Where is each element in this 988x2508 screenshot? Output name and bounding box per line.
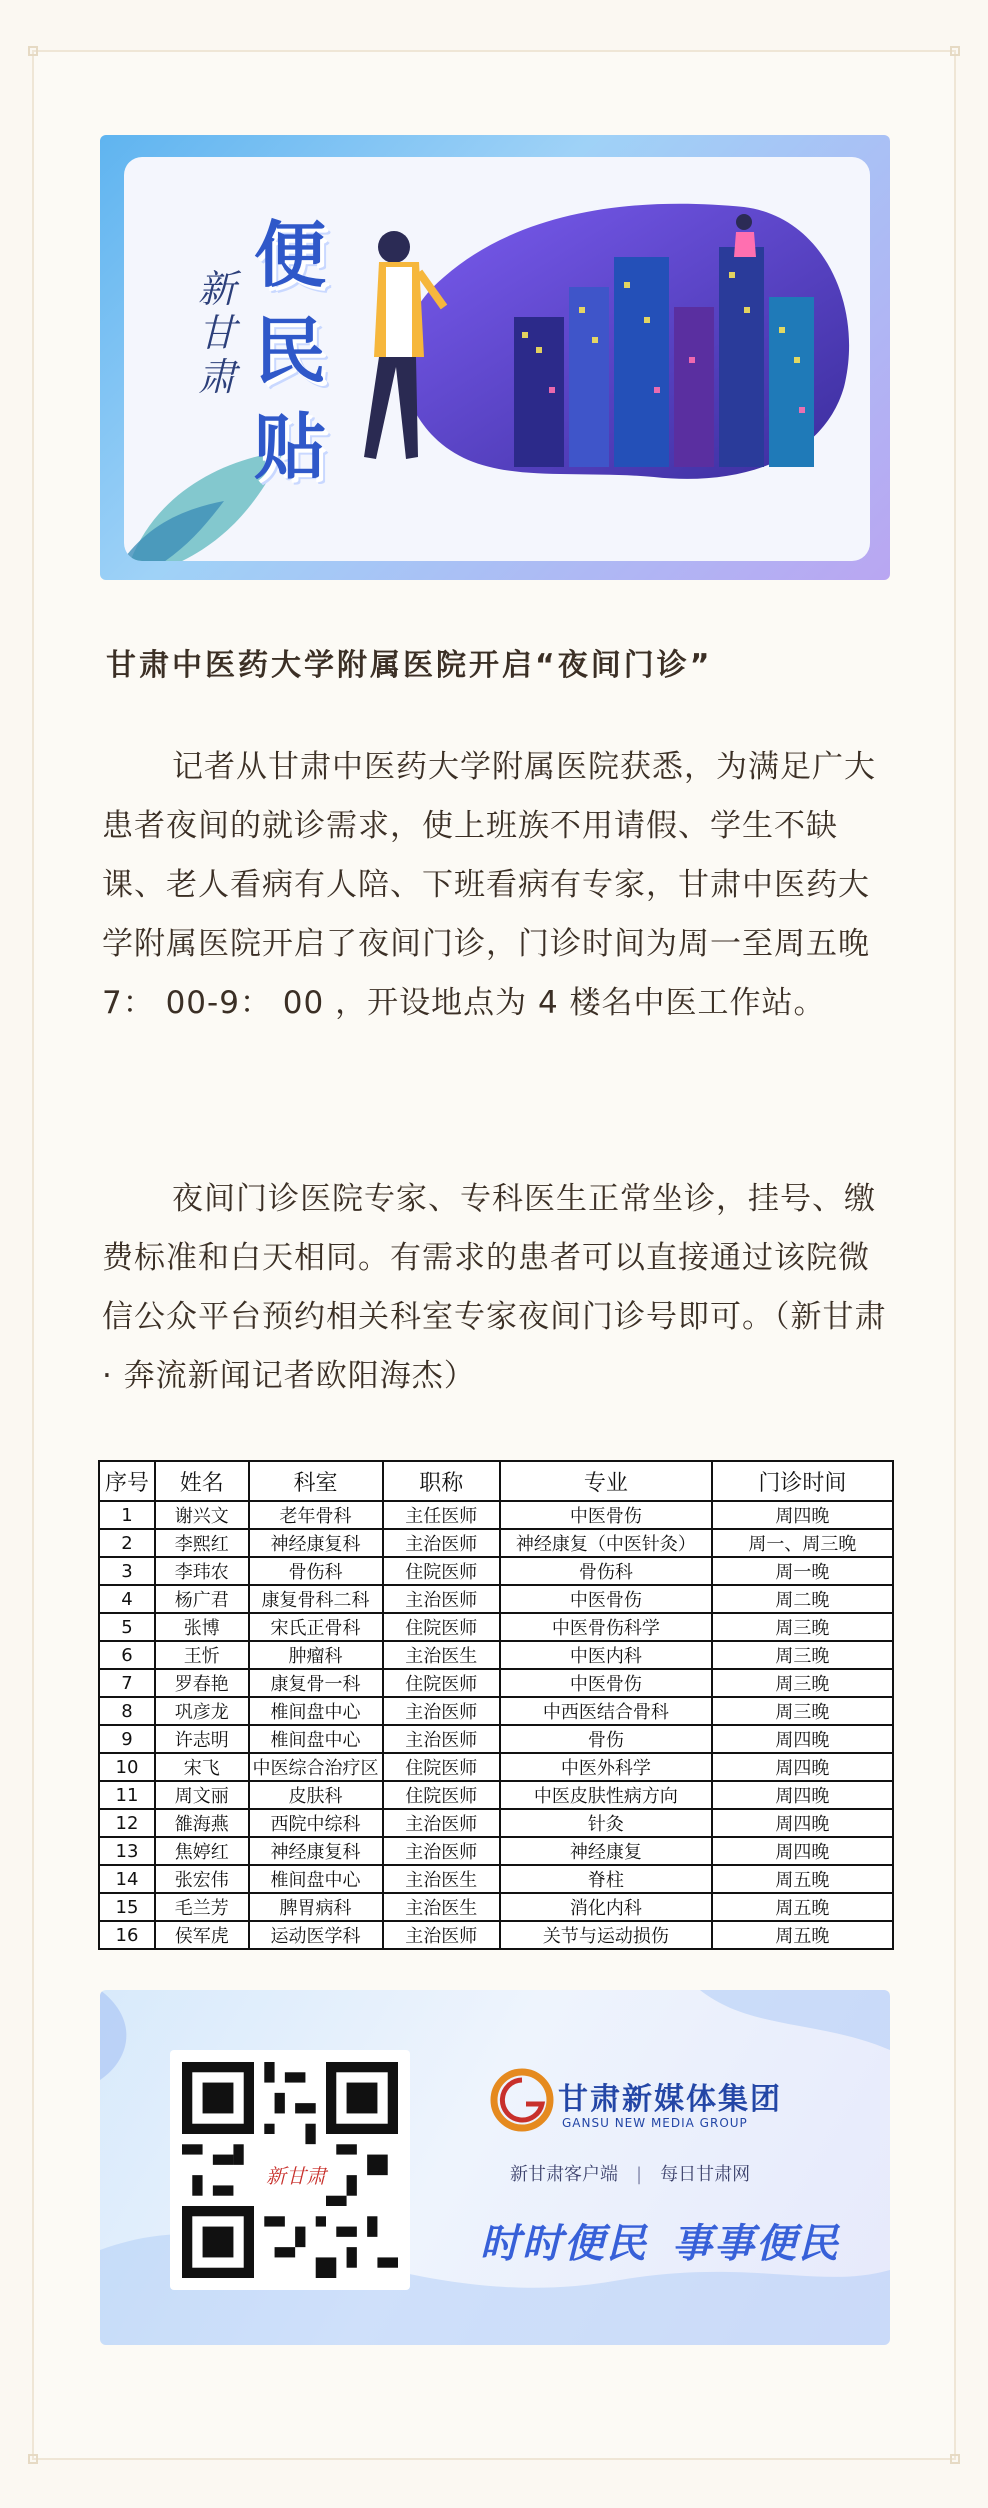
table-cell: 住院医师 — [383, 1557, 501, 1585]
table-cell: 李玮农 — [155, 1557, 249, 1585]
table-cell: 中医骨伤 — [500, 1585, 712, 1613]
table-header-cell: 科室 — [249, 1461, 383, 1501]
table-cell: 焦婷红 — [155, 1837, 249, 1865]
table-cell: 14 — [99, 1865, 155, 1893]
table-cell: 中医骨伤 — [500, 1669, 712, 1697]
table-cell: 2 — [99, 1529, 155, 1557]
column-title: 便民贴 — [254, 213, 327, 489]
table-row — [99, 1809, 893, 1837]
frame-corner — [28, 46, 38, 56]
table-cell: 3 — [99, 1557, 155, 1585]
table-cell: 主治医师 — [383, 1809, 501, 1837]
table-cell: 张博 — [155, 1613, 249, 1641]
slogan-part-1: 时时便民 — [480, 2221, 648, 2267]
table-cell: 主治医生 — [383, 1641, 501, 1669]
table-row — [99, 1557, 893, 1585]
table-cell: 巩彦龙 — [155, 1697, 249, 1725]
slogan — [480, 2212, 864, 2269]
table-cell: 主治医师 — [383, 1697, 501, 1725]
table-cell: 皮肤科 — [249, 1781, 383, 1809]
table-header-cell: 职称 — [383, 1461, 501, 1501]
channel-list — [510, 2160, 750, 2186]
table-cell: 毛兰芳 — [155, 1893, 249, 1921]
table-row — [99, 1893, 893, 1921]
table-cell: 16 — [99, 1921, 155, 1949]
table-cell: 宋氏正骨科 — [249, 1613, 383, 1641]
table-cell: 住院医师 — [383, 1613, 501, 1641]
table-cell: 老年骨科 — [249, 1501, 383, 1529]
header-banner — [100, 135, 890, 580]
table-cell: 9 — [99, 1725, 155, 1753]
table-cell: 周三晚 — [712, 1641, 893, 1669]
article-paragraph-1: 记者从甘肃中医药大学附属医院获悉，为满足广大患者夜间的就诊需求，使上班族不用请假、学生不缺课、老人看病有人陪、下班看病有专家，甘肃中医药大学附属医院开启了夜间门诊，门诊时间为周一至周五晚 7： 00-9： 00 ，开设地点为 4 楼名中医工作站。 — [102, 749, 876, 1021]
group-name-english: GANSU NEW MEDIA GROUP — [562, 2116, 748, 2130]
table-row — [99, 1697, 893, 1725]
table-cell: 主治医师 — [383, 1725, 501, 1753]
table-cell: 椎间盘中心 — [249, 1865, 383, 1893]
article-paragraph-2: 夜间门诊医院专家、专科医生正常坐诊，挂号、缴费标准和白天相同。有需求的患者可以直接通过该院微信公众平台预约相关科室专家夜间门诊号即可。（新甘肃 · 奔流新闻记者欧阳海杰） — [102, 1181, 887, 1394]
table-cell: 主治医师 — [383, 1585, 501, 1613]
table-row — [99, 1865, 893, 1893]
table-cell: 张宏伟 — [155, 1865, 249, 1893]
table-cell: 康复骨科二科 — [249, 1585, 383, 1613]
table-cell: 针灸 — [500, 1809, 712, 1837]
table-cell: 周四晚 — [712, 1725, 893, 1753]
schedule-table — [98, 1460, 894, 1950]
table-row — [99, 1641, 893, 1669]
table-cell: 许志明 — [155, 1725, 249, 1753]
table-cell: 住院医师 — [383, 1753, 501, 1781]
table-cell: 6 — [99, 1641, 155, 1669]
brand-vertical-logo: 新甘肃 — [197, 267, 236, 399]
table-row — [99, 1669, 893, 1697]
table-header-cell: 姓名 — [155, 1461, 249, 1501]
table-cell: 中医骨伤 — [500, 1501, 712, 1529]
table-row — [99, 1781, 893, 1809]
table-cell: 周四晚 — [712, 1501, 893, 1529]
table-cell: 中医内科 — [500, 1641, 712, 1669]
table-header-cell: 序号 — [99, 1461, 155, 1501]
table-row — [99, 1529, 893, 1557]
table-row — [99, 1921, 893, 1949]
table-cell: 神经康复科 — [249, 1529, 383, 1557]
table-cell: 脾胃病科 — [249, 1893, 383, 1921]
table-cell: 周三晚 — [712, 1697, 893, 1725]
table-cell: 主治医师 — [383, 1921, 501, 1949]
table-cell: 15 — [99, 1893, 155, 1921]
table-cell: 椎间盘中心 — [249, 1725, 383, 1753]
table-cell: 王忻 — [155, 1641, 249, 1669]
qr-code[interactable] — [170, 2050, 410, 2290]
table-cell: 消化内科 — [500, 1893, 712, 1921]
table-cell: 侯军虎 — [155, 1921, 249, 1949]
frame-corner — [950, 46, 960, 56]
table-cell: 主治医生 — [383, 1893, 501, 1921]
table-cell: 周三晚 — [712, 1669, 893, 1697]
table-cell: 中医皮肤性病方向 — [500, 1781, 712, 1809]
table-header-cell: 专业 — [500, 1461, 712, 1501]
table-header-cell: 门诊时间 — [712, 1461, 893, 1501]
table-row — [99, 1725, 893, 1753]
table-cell: 5 — [99, 1613, 155, 1641]
table-cell: 肿瘤科 — [249, 1641, 383, 1669]
table-cell: 西院中综科 — [249, 1809, 383, 1837]
table-cell: 运动医学科 — [249, 1921, 383, 1949]
table-cell: 主任医师 — [383, 1501, 501, 1529]
table-cell: 住院医师 — [383, 1669, 501, 1697]
city-illustration — [324, 187, 864, 527]
table-cell: 中医外科学 — [500, 1753, 712, 1781]
channel-website: 每日甘肃网 — [660, 2164, 751, 2185]
group-name: 甘肃新媒体集团 — [558, 2082, 782, 2117]
table-cell: 周四晚 — [712, 1809, 893, 1837]
slogan-part-2: 事事便民 — [672, 2221, 840, 2267]
table-row — [99, 1753, 893, 1781]
channel-app: 新甘肃客户端 — [510, 2164, 618, 2185]
table-cell: 谢兴文 — [155, 1501, 249, 1529]
table-cell: 主治医生 — [383, 1865, 501, 1893]
table-cell: 雒海燕 — [155, 1809, 249, 1837]
table-cell: 李熙红 — [155, 1529, 249, 1557]
table-row — [99, 1585, 893, 1613]
table-cell: 宋飞 — [155, 1753, 249, 1781]
qr-center-logo: 新甘肃 — [266, 2164, 326, 2188]
table-cell: 周四晚 — [712, 1753, 893, 1781]
table-cell: 住院医师 — [383, 1781, 501, 1809]
footer-card — [100, 1990, 890, 2345]
article-title: 甘肃中医药大学附属医院开启“夜间门诊” — [106, 648, 713, 683]
table-cell: 1 — [99, 1501, 155, 1529]
table-cell: 神经康复科 — [249, 1837, 383, 1865]
table-cell: 周一晚 — [712, 1557, 893, 1585]
table-cell: 13 — [99, 1837, 155, 1865]
table-row — [99, 1837, 893, 1865]
table-cell: 神经康复 — [500, 1837, 712, 1865]
table-cell: 中西医结合骨科 — [500, 1697, 712, 1725]
table-cell: 周五晚 — [712, 1921, 893, 1949]
table-cell: 主治医师 — [383, 1837, 501, 1865]
table-cell: 12 — [99, 1809, 155, 1837]
table-cell: 周四晚 — [712, 1781, 893, 1809]
table-header-row — [99, 1461, 893, 1501]
table-cell: 骨伤科 — [249, 1557, 383, 1585]
table-cell: 7 — [99, 1669, 155, 1697]
table-cell: 周文丽 — [155, 1781, 249, 1809]
table-cell: 10 — [99, 1753, 155, 1781]
table-row — [99, 1613, 893, 1641]
channel-separator: | — [636, 2164, 643, 2185]
table-cell: 主治医师 — [383, 1529, 501, 1557]
banner-card — [124, 157, 870, 561]
table-cell: 神经康复（中医针灸） — [500, 1529, 712, 1557]
table-cell: 骨伤 — [500, 1725, 712, 1753]
table-cell: 周二晚 — [712, 1585, 893, 1613]
table-cell: 周五晚 — [712, 1893, 893, 1921]
table-cell: 8 — [99, 1697, 155, 1725]
table-cell: 中医综合治疗区 — [249, 1753, 383, 1781]
table-cell: 罗春艳 — [155, 1669, 249, 1697]
group-logo-icon — [490, 2068, 554, 2132]
schedule-table-container — [98, 1460, 894, 1950]
table-cell: 杨广君 — [155, 1585, 249, 1613]
table-cell: 椎间盘中心 — [249, 1697, 383, 1725]
table-cell: 4 — [99, 1585, 155, 1613]
frame-corner — [950, 2454, 960, 2464]
table-row — [99, 1501, 893, 1529]
table-cell: 骨伤科 — [500, 1557, 712, 1585]
table-cell: 周五晚 — [712, 1865, 893, 1893]
table-cell: 关节与运动损伤 — [500, 1921, 712, 1949]
table-cell: 周三晚 — [712, 1613, 893, 1641]
table-cell: 周四晚 — [712, 1837, 893, 1865]
table-cell: 11 — [99, 1781, 155, 1809]
frame-corner — [28, 2454, 38, 2464]
table-cell: 康复骨一科 — [249, 1669, 383, 1697]
table-cell: 中医骨伤科学 — [500, 1613, 712, 1641]
table-cell: 脊柱 — [500, 1865, 712, 1893]
table-cell: 周一、周三晚 — [712, 1529, 893, 1557]
